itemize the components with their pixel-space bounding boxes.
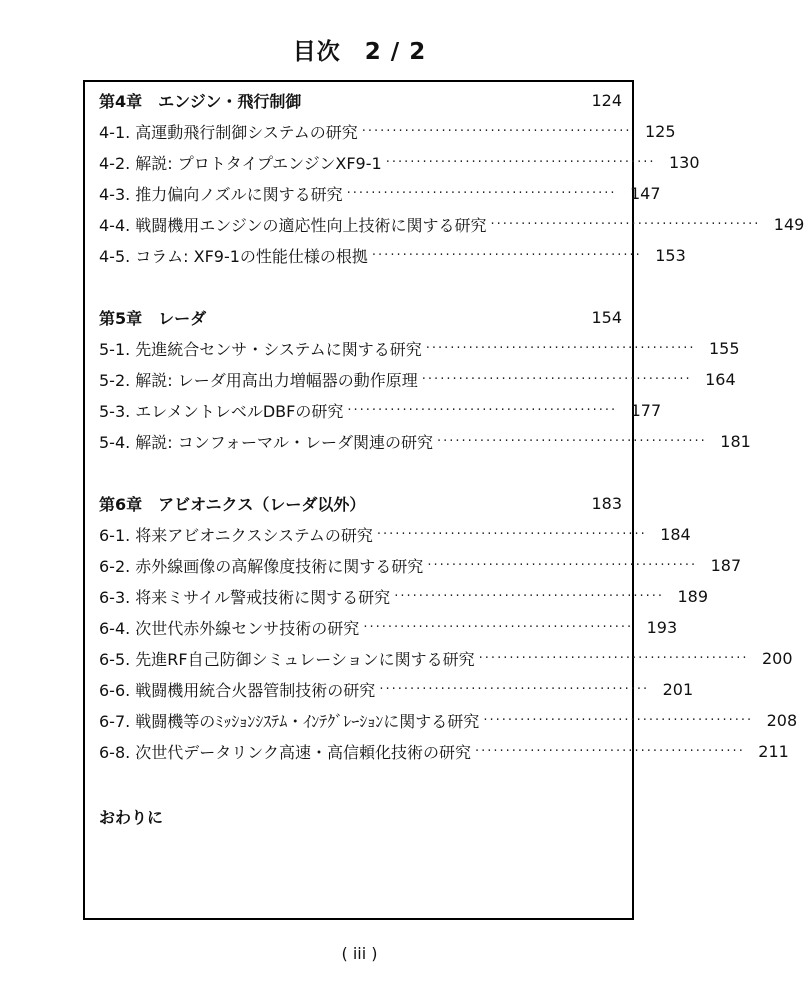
leader-dots: ············································ bbox=[385, 154, 656, 170]
section-title: 6-5. 先進RF自己防御シミュレーションに関する研究 bbox=[99, 649, 475, 669]
section-title: 4-1. 高運動飛行制御システムの研究 bbox=[99, 122, 358, 142]
toc-chapter-4[interactable] bbox=[99, 86, 622, 114]
section-title: 6-4. 次世代赤外線センサ技術の研究 bbox=[99, 618, 360, 638]
section-title: 6-7. 戦闘機等のﾐｯｼｮﾝｼｽﾃﾑ・ｲﾝﾃｸﾞﾚｰｼｮﾝに関する研究 bbox=[99, 711, 480, 731]
section-title: 6-2. 赤外線画像の高解像度技術に関する研究 bbox=[99, 556, 424, 576]
leader-dots: ············································ bbox=[379, 681, 650, 697]
chapter-title: 第5章 レーダ bbox=[99, 308, 207, 328]
page-number: 187 bbox=[710, 555, 742, 575]
leader-dots: ············································ bbox=[371, 247, 642, 263]
page-number: 193 bbox=[646, 617, 678, 637]
section-title: 5-1. 先進統合センサ・システムに関する研究 bbox=[99, 339, 422, 359]
toc-section-4-2[interactable] bbox=[99, 148, 700, 176]
toc-chapter-5[interactable] bbox=[99, 303, 622, 331]
leader-dots: ············································ bbox=[363, 619, 634, 635]
section-title: 6-6. 戦闘機用統合火器管制技術の研究 bbox=[99, 680, 376, 700]
page-number: 211 bbox=[758, 741, 789, 761]
toc-box bbox=[83, 80, 804, 920]
toc-section-5-1[interactable] bbox=[99, 334, 740, 362]
leader-dots: ············································ bbox=[427, 557, 698, 573]
leader-dots: ············································ bbox=[478, 650, 749, 666]
page-number: 177 bbox=[630, 400, 662, 420]
toc-section-5-3[interactable] bbox=[99, 396, 662, 424]
page-footer-number: ( iii ) bbox=[341, 944, 378, 963]
page-number: 124 bbox=[591, 90, 622, 110]
page-number: 154 bbox=[591, 307, 622, 327]
toc-section-6-4[interactable] bbox=[99, 613, 678, 641]
toc-section-5-2[interactable] bbox=[99, 365, 736, 393]
section-title: 4-2. 解説: プロトタイプエンジンXF9-1 bbox=[99, 153, 382, 173]
leader-dots: ············································ bbox=[425, 340, 696, 356]
page-number: 149 bbox=[773, 214, 804, 234]
leader-dots: ············································ bbox=[483, 712, 754, 728]
page-title: 目次 2 / 2 bbox=[292, 39, 427, 65]
toc-section-6-5[interactable] bbox=[99, 644, 793, 672]
toc-chapter-6[interactable] bbox=[99, 489, 622, 517]
toc-section-6-8[interactable] bbox=[99, 737, 789, 765]
toc-section-6-7[interactable] bbox=[99, 706, 798, 734]
toc-section-4-5[interactable] bbox=[99, 241, 686, 269]
toc-section-6-3[interactable] bbox=[99, 582, 709, 610]
page-number: 200 bbox=[761, 648, 793, 668]
section-title: 4-5. コラム: XF9-1の性能仕様の根拠 bbox=[99, 246, 368, 266]
leader-dots: ············································ bbox=[475, 743, 745, 759]
section-title: 4-4. 戦闘機用エンジンの適応性向上技術に関する研究 bbox=[99, 215, 487, 235]
section-title: 6-3. 将来ミサイル警戒技術に関する研究 bbox=[99, 587, 391, 607]
page-number: 147 bbox=[629, 183, 661, 203]
toc-section-6-6[interactable] bbox=[99, 675, 694, 703]
section-title: 5-2. 解説: レーダ用高出力増幅器の動作原理 bbox=[99, 370, 418, 390]
page-number: 125 bbox=[645, 121, 676, 141]
toc-section-4-1[interactable] bbox=[99, 117, 676, 145]
toc-section-4-3[interactable] bbox=[99, 179, 661, 207]
leader-dots: ············································ bbox=[361, 123, 632, 139]
leader-dots: ············································ bbox=[347, 402, 618, 418]
page-number: 189 bbox=[677, 586, 709, 606]
page-number: 153 bbox=[655, 245, 686, 265]
leader-dots: ············································ bbox=[376, 526, 647, 542]
toc-section-4-4[interactable] bbox=[99, 210, 804, 238]
ending-title: おわりに bbox=[99, 807, 164, 827]
page-number: 130 bbox=[668, 152, 700, 172]
page-number: 164 bbox=[705, 369, 736, 389]
section-title: 5-4. 解説: コンフォーマル・レーダ関連の研究 bbox=[99, 432, 433, 452]
leader-dots: ············································ bbox=[490, 216, 761, 232]
page-number: 181 bbox=[720, 431, 751, 451]
leader-dots: ············································ bbox=[436, 433, 707, 449]
page-number: 183 bbox=[591, 493, 622, 513]
toc-section-5-4[interactable] bbox=[99, 427, 751, 455]
toc-section-6-1[interactable] bbox=[99, 520, 691, 548]
chapter-title: 第6章 アビオニクス（レーダ以外） bbox=[99, 494, 366, 514]
page-number: 208 bbox=[766, 710, 798, 730]
leader-dots: ············································ bbox=[346, 185, 617, 201]
section-title: 4-3. 推力偏向ノズルに関する研究 bbox=[99, 184, 343, 204]
section-title: 6-8. 次世代データリンク高速・高信頼化技術の研究 bbox=[99, 742, 471, 762]
page-number: 201 bbox=[662, 679, 694, 699]
leader-dots: ············································ bbox=[421, 371, 692, 387]
page-number: 184 bbox=[660, 524, 691, 544]
leader-dots: ············································ bbox=[394, 588, 665, 604]
chapter-title: 第4章 エンジン・飛行制御 bbox=[99, 91, 302, 111]
toc-ending[interactable] bbox=[99, 802, 622, 830]
section-title: 6-1. 将来アビオニクスシステムの研究 bbox=[99, 525, 373, 545]
page-number: 155 bbox=[709, 338, 740, 358]
section-title: 5-3. エレメントレベルDBFの研究 bbox=[99, 401, 344, 421]
toc-section-6-2[interactable] bbox=[99, 551, 742, 579]
